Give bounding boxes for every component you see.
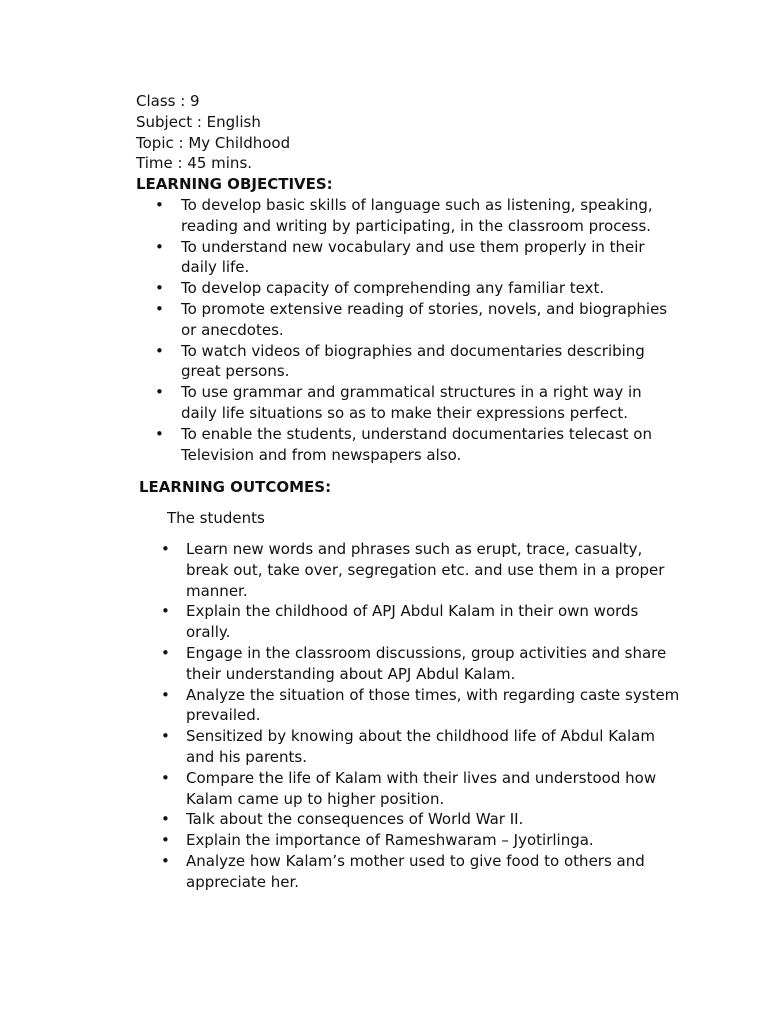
outcome-item — [141, 830, 681, 851]
topic-line: Topic : My Childhood — [136, 133, 291, 152]
bullet: • — [155, 341, 164, 360]
bullet: • — [161, 685, 170, 704]
outcome-item — [141, 851, 681, 893]
bullet: • — [161, 602, 170, 621]
objective-item — [136, 424, 676, 466]
objective-item — [136, 278, 676, 299]
objective-text: To enable the students, understand documentaries telecast on Television and from newspapers also. — [181, 424, 652, 464]
objective-item — [136, 299, 676, 341]
objective-text: To develop basic skills of language such as listening, speaking, reading and writing by participating, in the classroom process. — [181, 196, 653, 235]
objective-text: To watch videos of biographies and documentaries describing great persons. — [181, 341, 645, 381]
subject-line: Subject : English — [136, 112, 261, 131]
objective-text: To develop capacity of comprehending any familiar text. — [181, 279, 605, 298]
bullet: • — [155, 424, 164, 443]
outcomes-heading: LEARNING OUTCOMES: — [139, 478, 332, 496]
bullet: • — [161, 851, 170, 870]
outcome-item — [141, 601, 681, 643]
bullet: • — [155, 196, 164, 214]
outcome-item — [141, 768, 681, 810]
objective-item — [136, 195, 676, 237]
bullet: • — [155, 299, 164, 318]
outcome-text: Explain the childhood of APJ Abdul Kalam in their own words orally. — [186, 602, 639, 642]
outcome-item — [141, 643, 681, 685]
bullet: • — [161, 643, 170, 662]
objective-text: To understand new vocabulary and use them properly in their daily life. — [181, 237, 645, 277]
objectives-list — [136, 195, 676, 465]
bullet: • — [161, 540, 170, 558]
outcome-text: Explain the importance of Rameshwaram – Jyotirlinga. — [186, 831, 594, 850]
objectives-heading: LEARNING OBJECTIVES: — [136, 175, 333, 194]
objective-item — [136, 341, 676, 383]
outcome-text: Engage in the classroom discussions, group activities and share their understanding about APJ Abdul Kalam. — [186, 643, 667, 683]
objective-item — [136, 237, 676, 279]
class-line: Class : 9 — [136, 92, 200, 110]
outcome-text: Analyze how Kalam’s mother used to give food to others and appreciate her. — [186, 851, 645, 891]
objective-item — [136, 382, 676, 424]
objective-text: To promote extensive reading of stories, novels, and biographies or anecdotes. — [181, 299, 668, 339]
lesson-header — [136, 91, 333, 195]
outcomes-intro: The students — [167, 509, 265, 527]
bullet: • — [161, 810, 170, 829]
outcome-text: Compare the life of Kalam with their lives and understood how Kalam came up to higher position. — [186, 768, 657, 808]
bullet: • — [155, 279, 164, 298]
outcome-item — [141, 726, 681, 768]
bullet: • — [161, 831, 170, 850]
outcome-item — [141, 809, 681, 830]
outcome-text: Sensitized by knowing about the childhood life of Abdul Kalam and his parents. — [186, 727, 655, 766]
bullet: • — [155, 237, 164, 256]
outcome-item — [141, 539, 681, 601]
bullet: • — [161, 768, 170, 787]
bullet: • — [155, 383, 164, 402]
bullet: • — [161, 727, 170, 746]
outcome-text: Analyze the situation of those times, with regarding caste system prevailed. — [186, 685, 680, 725]
time-line: Time : 45 mins. — [136, 154, 253, 173]
outcome-item — [141, 685, 681, 727]
objective-text: To use grammar and grammatical structures in a right way in daily life situations so as to make their expressions perfect. — [181, 383, 642, 422]
outcomes-list — [141, 539, 681, 893]
outcome-text: Learn new words and phrases such as erupt, trace, casualty, break out, take over, segregation etc. and use them in a proper manner. — [186, 540, 665, 600]
outcome-text: Talk about the consequences of World War II. — [186, 810, 524, 829]
